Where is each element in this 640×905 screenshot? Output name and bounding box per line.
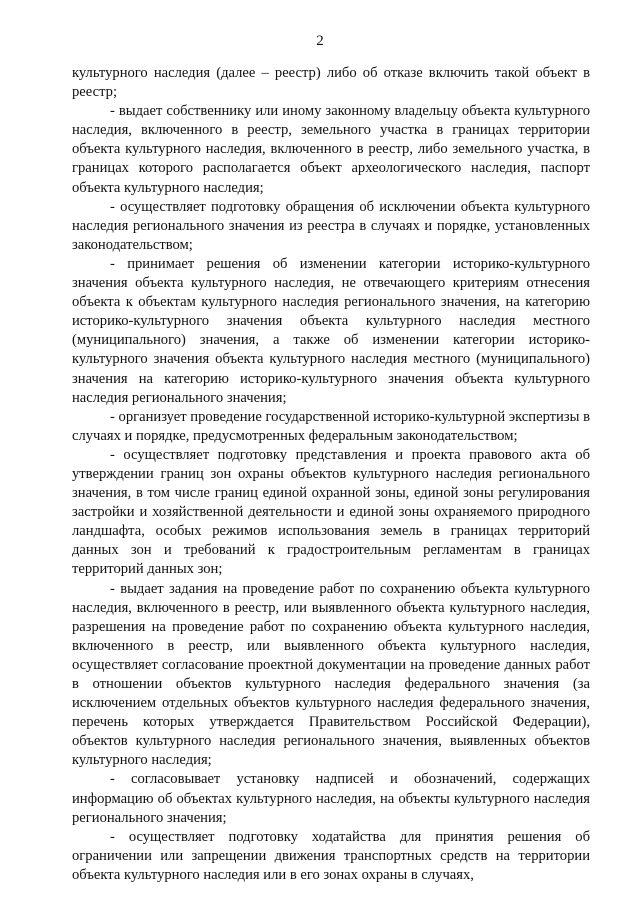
paragraph-inscriptions: - согласовывает установку надписей и обозначений, содержащих информацию об объектах культурного наследия, на объекты культурного наследия регионального значения; [72, 771, 590, 826]
document-body [72, 64, 590, 885]
paragraph-protection-zones: - осуществляет подготовку представления и проекта правового акта об утверждении границ зон охраны объектов культурного наследия регионального значения, в том числе границ единой охранной зоны, единой зоны регулирования застройки и хозяйственной деятельности и единой зоны охраняемого природного ландшафта, особых режимов использования земель в границах территорий данных зон и требований к градостроительным регламентам в границах территорий данных зон; [72, 446, 590, 578]
paragraph-passport-issue: - выдает собственнику или иному законному владельцу объекта культурного наследия, включенного в реестр, земельного участка в границах территории объекта культурного наследия, включенного в реестр, либо земельного участка, в границах которого располагается объект археологического наследия, паспорт объекта культурного наследия; [72, 103, 590, 196]
paragraph-expertise: - организует проведение государственной историко-культурной экспертизы в случаях и порядке, предусмотренных федеральным законодательством; [72, 408, 590, 444]
paragraph-category-change: - принимает решения об изменении категории историко-культурного значения объекта культурного наследия, не отвечающего критериям отнесения объекта к объектам культурного наследия регионального значения, на категорию историко-культурного значения объекта культурного наследия местного (муниципального) значения, а также об изменении категории историко-культурного значения объекта культурного наследия местного (муниципального) значения на категорию историко-культурного значения объекта культурного наследия регионального значения; [72, 255, 590, 406]
page-number: 2 [316, 33, 324, 49]
paragraph-registry-continuation: культурного наследия (далее – реестр) либо об отказе включить такой объект в реестр; [72, 65, 590, 101]
paragraph-preservation-works: - выдает задания на проведение работ по сохранению объекта культурного наследия, включенного в реестр, или выявленного объекта культурного наследия, разрешения на проведение работ по сохранению объекта культурного наследия, включенного в реестр, или выявленного объекта культурного наследия, осуществляет согласование проектной документации на проведение данных работ в отношении объектов культурного наследия федерального значения (за исключением отдельных объектов культурного наследия федерального значения, перечень которых утверждается Правительством Российской Федерации), объектов культурного наследия регионального значения, выявленных объектов культурного наследия; [72, 580, 590, 769]
paragraph-traffic-restriction: - осуществляет подготовку ходатайства для принятия решения об ограничении или запрещении движения транспортных средств на территории объекта культурного наследия или в его зонах охраны в случаях, [72, 828, 590, 883]
paragraph-exclusion-appeal: - осуществляет подготовку обращения об исключении объекта культурного наследия регионального значения из реестра в случаях и порядке, установленных законодательством; [72, 198, 590, 253]
